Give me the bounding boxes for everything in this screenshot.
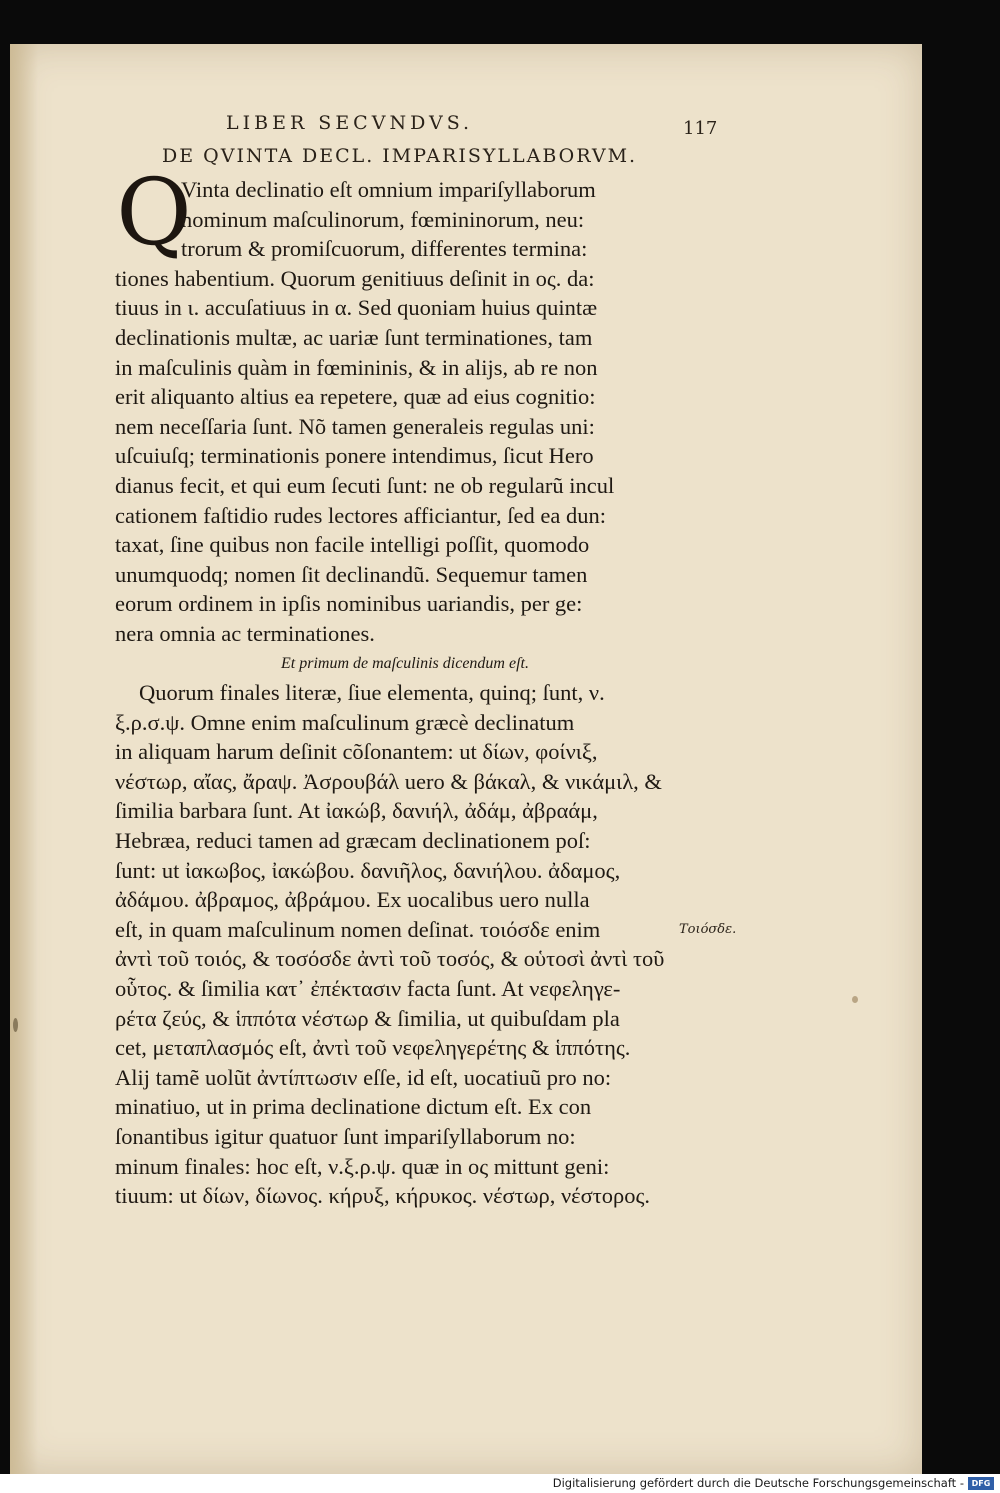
text-line: eorum ordinem in ipſis nominibus uariandis, per ge:	[115, 591, 583, 617]
footer-bar	[0, 1474, 1000, 1493]
text-line: tiones habentium. Quorum genitiuus deſinit in ος. da:	[115, 265, 595, 291]
paper-stain	[13, 1018, 18, 1032]
text-line: in aliquam harum deſinit cõſonantem: ut δίων, φοίνιξ,	[115, 739, 598, 765]
text-line: tiuum: ut δίων, δίωνος. κήρυξ, κήρυκος. νέστωρ, νέστορος.	[115, 1183, 651, 1209]
text-line: ſonantibus igitur quatuor ſunt impariſyllaborum no:	[115, 1124, 576, 1149]
text-line: Quorum finales literæ, ſiue elementa, quinq; ſunt, ν.	[139, 680, 605, 706]
text-line: declinationis multæ, ac uariæ ſunt terminationes, tam	[115, 324, 593, 350]
page-number: 117	[683, 118, 718, 139]
text-line: uſcuiuſq; terminationis ponere intendimus, ſicut Hero	[115, 443, 594, 469]
text-line: ἀδάμου. ἀβραμος, ἀβράμου. Ex uocalibus uero nulla	[115, 887, 590, 913]
text-line: Hebræa, reduci tamen ad græcam declinationem poſ:	[115, 828, 591, 854]
text-line: erit aliquanto altius ea repetere, quæ ad eius cognitio:	[115, 384, 596, 410]
text-line: ſunt: ut ἰακωβος, ἰακώβου. δανιῆλος, δανιήλου. ἀδαμος,	[115, 857, 621, 883]
text-line: ρέτα ζεύς, & ἱππότα νέστωρ & ſimilia, ut quibuſdam pla	[115, 1005, 620, 1031]
text-line: νέστωρ, αἴας, ἄραψ. Ἀσρουβάλ uero & βάκαλ, & νικάμιλ, &	[115, 768, 662, 794]
text-line: οὗτος. & ſimilia κατ᾽ ἐπέκτασιν facta ſunt. At νεφεληγε-	[115, 976, 621, 1002]
text-line: ξ.ρ.σ.ψ. Omne enim maſculinum græcè declinatum	[115, 709, 575, 735]
text-line: Alij tamẽ uolũt ἀντίπτωσιν eſſe, id eſt, uocatiuũ pro no:	[115, 1064, 612, 1090]
body-text	[115, 175, 675, 1211]
margin-note: Τοιόσδε.	[679, 922, 737, 937]
text-line: nem neceſſaria ſunt. Nõ tamen generaleis regulas uni:	[115, 413, 595, 439]
text-line: cet, μεταπλασμός eſt, ἀντὶ τοῦ νεφεληγερέτης & ἱππότης.	[115, 1035, 631, 1061]
text-line: nera omnia ac terminationes.	[115, 620, 375, 646]
running-head: LIBER SECVNDVS.	[226, 112, 474, 134]
text-line: dianus fecit, et qui eum ſecuti ſunt: ne ob regularũ incul	[115, 472, 615, 498]
text-line: minum finales: hoc eſt, ν.ξ.ρ.ψ. quæ in ος mittunt geni:	[115, 1153, 610, 1179]
subheading: Et primum de maſculinis dicendum eſt.	[281, 654, 529, 672]
section-title: DE QVINTA DECL. IMPARISYLLABORVM.	[162, 145, 638, 167]
text-line: Vinta declinatio eſt omnium impariſyllaborum	[181, 177, 596, 202]
text-line: trorum & promiſcuorum, differentes termina:	[181, 236, 588, 262]
funding-notice: Digitalisierung gefördert durch die Deutsche Forschungsgemeinschaft -	[552, 1476, 964, 1490]
text-line: nominum maſculinorum, fœmininorum, neu:	[181, 206, 585, 232]
text-line: minatiuo, ut in prima declinatione dictum eſt. Ex con	[115, 1094, 592, 1120]
text-line: ſimilia barbara ſunt. At ἰακώβ, δανιήλ, ἀδάμ, ἀβραάμ,	[115, 798, 598, 824]
text-line: cationem faſtidio rudes lectores afficiantur, ſed ea dun:	[115, 502, 606, 528]
paper-stain	[852, 996, 858, 1003]
dfg-logo: DFG	[968, 1477, 994, 1490]
text-line: ἀντὶ τοῦ τοιός, & τοσόσδε ἀντὶ τοῦ τοσός, & οὑτοσὶ ἀντὶ τοῦ	[115, 946, 665, 972]
drop-cap: Q	[116, 159, 192, 266]
text-line: eſt, in quam maſculinum nomen deſinat. τοιόσδε enim	[115, 916, 601, 942]
text-line: in maſculinis quàm in fœmininis, & in alijs, ab re non	[115, 354, 598, 380]
text-line: taxat, ſine quibus non facile intelligi poſſit, quomodo	[115, 532, 590, 558]
text-line: unumquodq; nomen ſit declinandũ. Sequemur tamen	[115, 561, 588, 587]
text-line: tiuus in ι. accuſatiuus in α. Sed quoniam huius quintæ	[115, 295, 598, 321]
